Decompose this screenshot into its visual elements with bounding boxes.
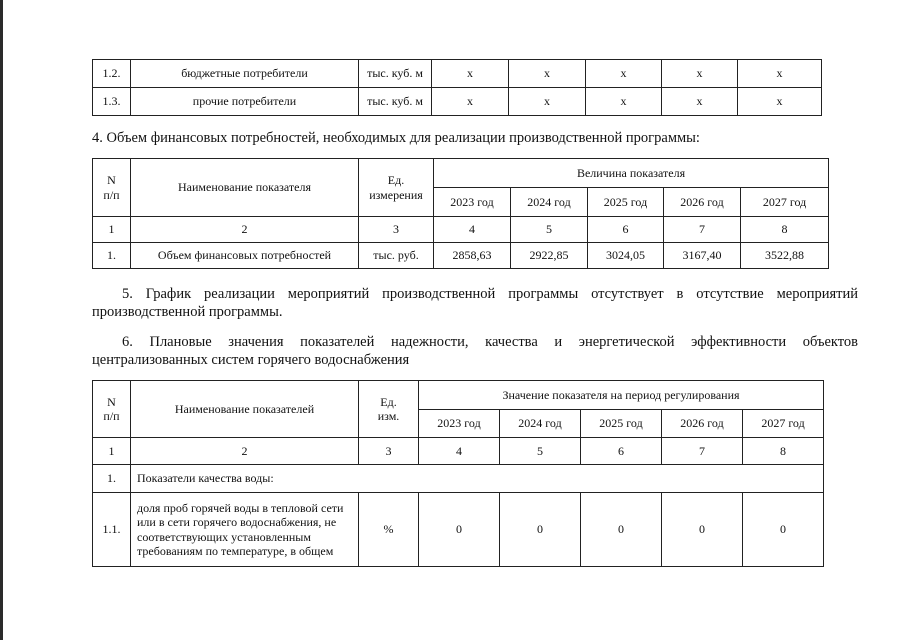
header-name: Наименование показателей bbox=[131, 381, 359, 438]
header-year: 2027 год bbox=[741, 188, 829, 217]
table-row bbox=[93, 88, 822, 116]
section-4-heading: 4. Объем финансовых потребностей, необходимых для реализации производственной программы: bbox=[92, 130, 700, 146]
section-5-line-1: 5. График реализации мероприятий производственной программы отсутствует в отсутствие мероприятий bbox=[122, 286, 858, 302]
page-left-edge bbox=[0, 0, 3, 640]
row-unit: % bbox=[359, 493, 419, 567]
header-year: 2026 год bbox=[664, 188, 741, 217]
section-5-paragraph bbox=[92, 285, 858, 321]
value-cell: 0 bbox=[662, 493, 743, 567]
row-number: 1. bbox=[93, 465, 131, 493]
header-name: Наименование показателя bbox=[131, 159, 359, 217]
header-year: 2025 год bbox=[581, 410, 662, 438]
value-cell: 0 bbox=[419, 493, 500, 567]
row-number: 1.2. bbox=[93, 60, 131, 88]
value-cell: х bbox=[662, 88, 738, 116]
value-cell: 2922,85 bbox=[511, 243, 588, 269]
index-cell: 2 bbox=[131, 438, 359, 465]
header-year: 2026 год bbox=[662, 410, 743, 438]
row-name: доля проб горячей воды в тепловой сети или в сети горячего водоснабжения, не соответствующих установленным требованиям по температуре, в общем bbox=[131, 493, 359, 567]
value-cell: х bbox=[432, 88, 509, 116]
group-row bbox=[93, 465, 824, 493]
value-cell: 3024,05 bbox=[588, 243, 664, 269]
group-title: Показатели качества воды: bbox=[131, 465, 824, 493]
header-number: N п/п bbox=[93, 159, 131, 217]
index-cell: 1 bbox=[93, 217, 131, 243]
indicators-table bbox=[92, 380, 824, 567]
value-cell: х bbox=[738, 60, 822, 88]
index-cell: 6 bbox=[588, 217, 664, 243]
index-cell: 6 bbox=[581, 438, 662, 465]
row-number: 1. bbox=[93, 243, 131, 269]
header-unit: Ед. измерения bbox=[359, 159, 434, 217]
index-cell: 5 bbox=[500, 438, 581, 465]
row-name: Объем финансовых потребностей bbox=[131, 243, 359, 269]
value-cell: 2858,63 bbox=[434, 243, 511, 269]
table-row bbox=[93, 60, 822, 88]
financial-needs-table bbox=[92, 158, 829, 269]
row-unit: тыс. куб. м bbox=[359, 88, 432, 116]
header-number: N п/п bbox=[93, 381, 131, 438]
row-name: прочие потребители bbox=[131, 88, 359, 116]
table-row bbox=[93, 243, 829, 269]
table-row bbox=[93, 493, 824, 567]
value-cell: 0 bbox=[743, 493, 824, 567]
row-name: бюджетные потребители bbox=[131, 60, 359, 88]
header-year: 2024 год bbox=[500, 410, 581, 438]
index-cell: 7 bbox=[662, 438, 743, 465]
row-number: 1.3. bbox=[93, 88, 131, 116]
index-cell: 8 bbox=[741, 217, 829, 243]
value-cell: х bbox=[586, 60, 662, 88]
index-cell: 8 bbox=[743, 438, 824, 465]
header-year: 2025 год bbox=[588, 188, 664, 217]
row-number: 1.1. bbox=[93, 493, 131, 567]
value-cell: 0 bbox=[500, 493, 581, 567]
index-cell: 3 bbox=[359, 438, 419, 465]
section-6-paragraph bbox=[92, 333, 858, 369]
header-unit: Ед. изм. bbox=[359, 381, 419, 438]
consumers-table bbox=[92, 59, 822, 116]
header-year: 2023 год bbox=[419, 410, 500, 438]
index-cell: 2 bbox=[131, 217, 359, 243]
index-row bbox=[93, 438, 824, 465]
section-6-line-1: 6. Плановые значения показателей надежности, качества и энергетической эффективности объектов bbox=[122, 334, 858, 350]
value-cell: х bbox=[738, 88, 822, 116]
value-cell: х bbox=[509, 60, 586, 88]
value-cell: 0 bbox=[581, 493, 662, 567]
value-cell: х bbox=[586, 88, 662, 116]
index-cell: 4 bbox=[434, 217, 511, 243]
section-6-line-2: централизованных систем горячего водоснабжения bbox=[92, 352, 410, 368]
index-cell: 3 bbox=[359, 217, 434, 243]
header-group: Величина показателя bbox=[434, 159, 829, 188]
value-cell: 3522,88 bbox=[741, 243, 829, 269]
value-cell: 3167,40 bbox=[664, 243, 741, 269]
value-cell: х bbox=[509, 88, 586, 116]
index-cell: 5 bbox=[511, 217, 588, 243]
row-unit: тыс. руб. bbox=[359, 243, 434, 269]
header-year: 2024 год bbox=[511, 188, 588, 217]
value-cell: х bbox=[662, 60, 738, 88]
index-row bbox=[93, 217, 829, 243]
section-5-line-2: производственной программы. bbox=[92, 304, 283, 320]
row-unit: тыс. куб. м bbox=[359, 60, 432, 88]
header-year: 2027 год bbox=[743, 410, 824, 438]
index-cell: 7 bbox=[664, 217, 741, 243]
value-cell: х bbox=[432, 60, 509, 88]
index-cell: 4 bbox=[419, 438, 500, 465]
header-year: 2023 год bbox=[434, 188, 511, 217]
index-cell: 1 bbox=[93, 438, 131, 465]
header-group: Значение показателя на период регулирования bbox=[419, 381, 824, 410]
